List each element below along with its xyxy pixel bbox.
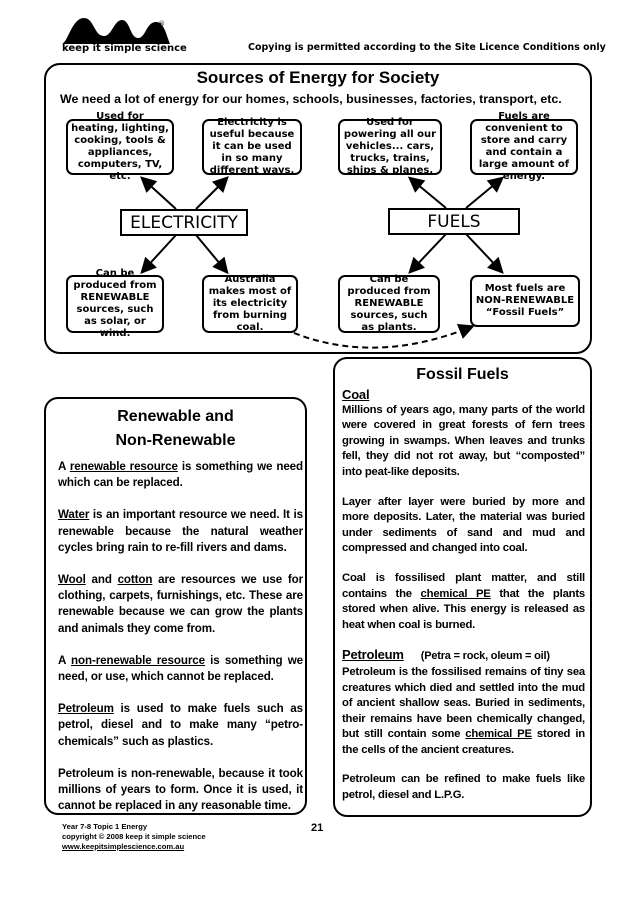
chemical-pe-term: chemical PE — [420, 587, 491, 600]
elec-coal-box: Australia makes most of its electricity from burning coal. — [202, 275, 298, 333]
sources-title: Sources of Energy for Society — [196, 68, 440, 87]
arrow-elec-coal — [196, 235, 226, 271]
petroleum-heading: Petroleum — [342, 647, 404, 663]
footer-topic: Year 7-8 Topic 1 Energy — [62, 822, 148, 831]
elec-renewable-box: Can be produced from RENEWABLE sources, such as solar, or wind. — [66, 275, 164, 333]
electricity-label: ELECTRICITY — [120, 209, 248, 236]
petroleum-para-2: Petroleum can be refined to make fuels like petrol, diesel and L.P.G. — [342, 773, 585, 802]
sources-panel — [44, 63, 592, 354]
sources-subtitle: We need a lot of energy for our homes, schools, businesses, factories, transport, etc. — [60, 92, 562, 106]
renew-para-3: Wool and cotton are resources we use for clothing, carpets, furnishings, etc. These are renewable because we can grow the plants and animals they come from. — [58, 573, 303, 635]
arrow-elec-renewable — [143, 235, 176, 271]
logo — [58, 14, 187, 60]
arrow-fuel-convenient — [466, 179, 501, 208]
renew-para-4: A non-renewable resource is something we need, or use, which cannot be replaced. — [58, 653, 303, 684]
footer-website-link[interactable]: www.keepitsimplescience.com.au — [62, 842, 185, 851]
elec-useful-box: Electricity is useful because it can be used in so many different ways. — [202, 119, 302, 175]
chemical-pe-term: chemical PE — [465, 728, 532, 741]
fuel-nonrenewable-box: Most fuels are NON-RENEWABLE “Fossil Fuels” — [470, 275, 580, 327]
renewable-panel — [44, 397, 307, 815]
arrow-fuel-renewable — [411, 234, 446, 271]
fuel-convenient-box: Fuels are convenient to store and carry and contain a large amount of energy. — [470, 119, 578, 175]
logo-text: keep it simple science — [62, 43, 187, 54]
fuels-label: FUELS — [388, 208, 520, 235]
fossil-fuels-panel — [333, 357, 592, 817]
coal-heading: Coal — [342, 387, 370, 402]
coal-para-1: Millions of years ago, many parts of the world were covered in great forests of fern trees growing in swamps. When leaves and trunks fell, they did not rot away, but “composted” into peat-like deposits. — [342, 403, 585, 478]
fossil-title: Fossil Fuels — [416, 366, 509, 383]
coal-para-2: Layer after layer were buried by more and more deposits. Later, the material was buried under sediments of sand and mud and compressed and changed into coal. — [342, 495, 585, 555]
renew-para-6: Petroleum is non-renewable, because it took millions of years to form. Once it is used, it cannot be replaced in any reasonable time. — [58, 766, 303, 813]
elec-use-box: Used for heating, lighting, cooking, tools & appliances, computers, TV, etc. — [66, 119, 174, 175]
page-number: 21 — [311, 822, 324, 834]
renewable-body — [58, 459, 303, 830]
footer-copyright: copyright © 2008 keep it simple science — [62, 832, 206, 841]
arrow-fuel-use — [411, 179, 446, 208]
footer — [62, 822, 206, 852]
petroleum-heading-line — [342, 647, 585, 665]
renew-para-2: Water is an important resource we need. It is renewable because the natural weather cycles bring rain to re-fill rivers and dams. — [58, 508, 303, 554]
fuel-use-box: Used for powering all our vehicles... cars, trucks, trains, ships & planes. — [338, 119, 442, 175]
fossil-body — [342, 387, 585, 818]
arrow-elec-useful — [196, 179, 226, 209]
petroleum-para-1: Petroleum is the fossilised remains of tiny sea creatures which died and settled into the mud of ancient shallow seas. Buried in sediments, their remains have been chemically changed, but still contain some chemical PE stored in the cells of the ancient creatures. — [342, 665, 585, 756]
fuel-renewable-box: Can be produced from RENEWABLE sources, such as plants. — [338, 275, 440, 333]
copyright-notice: Copying is permitted according to the Site Licence Conditions only — [248, 42, 606, 53]
renewable-title: Renewable and Non-Renewable — [115, 408, 236, 449]
logo-icon — [60, 14, 172, 44]
coal-para-3: Coal is fossilised plant matter, and still contains the chemical PE that the plants stored when alive. This energy is released as heat when coal is burned. — [342, 571, 585, 631]
arrow-fuel-nonrenewable — [466, 234, 501, 271]
renew-para-5: Petroleum is used to make fuels such as petrol, diesel and to make many “petro-chemicals” such as plastics. — [58, 702, 303, 748]
petroleum-note: (Petra = rock, oleum = oil) — [420, 650, 550, 663]
arrow-elec-use — [143, 179, 176, 209]
svg-text:®: ® — [158, 20, 165, 28]
renew-para-1: A renewable resource is something we need which can be replaced. — [58, 460, 304, 490]
